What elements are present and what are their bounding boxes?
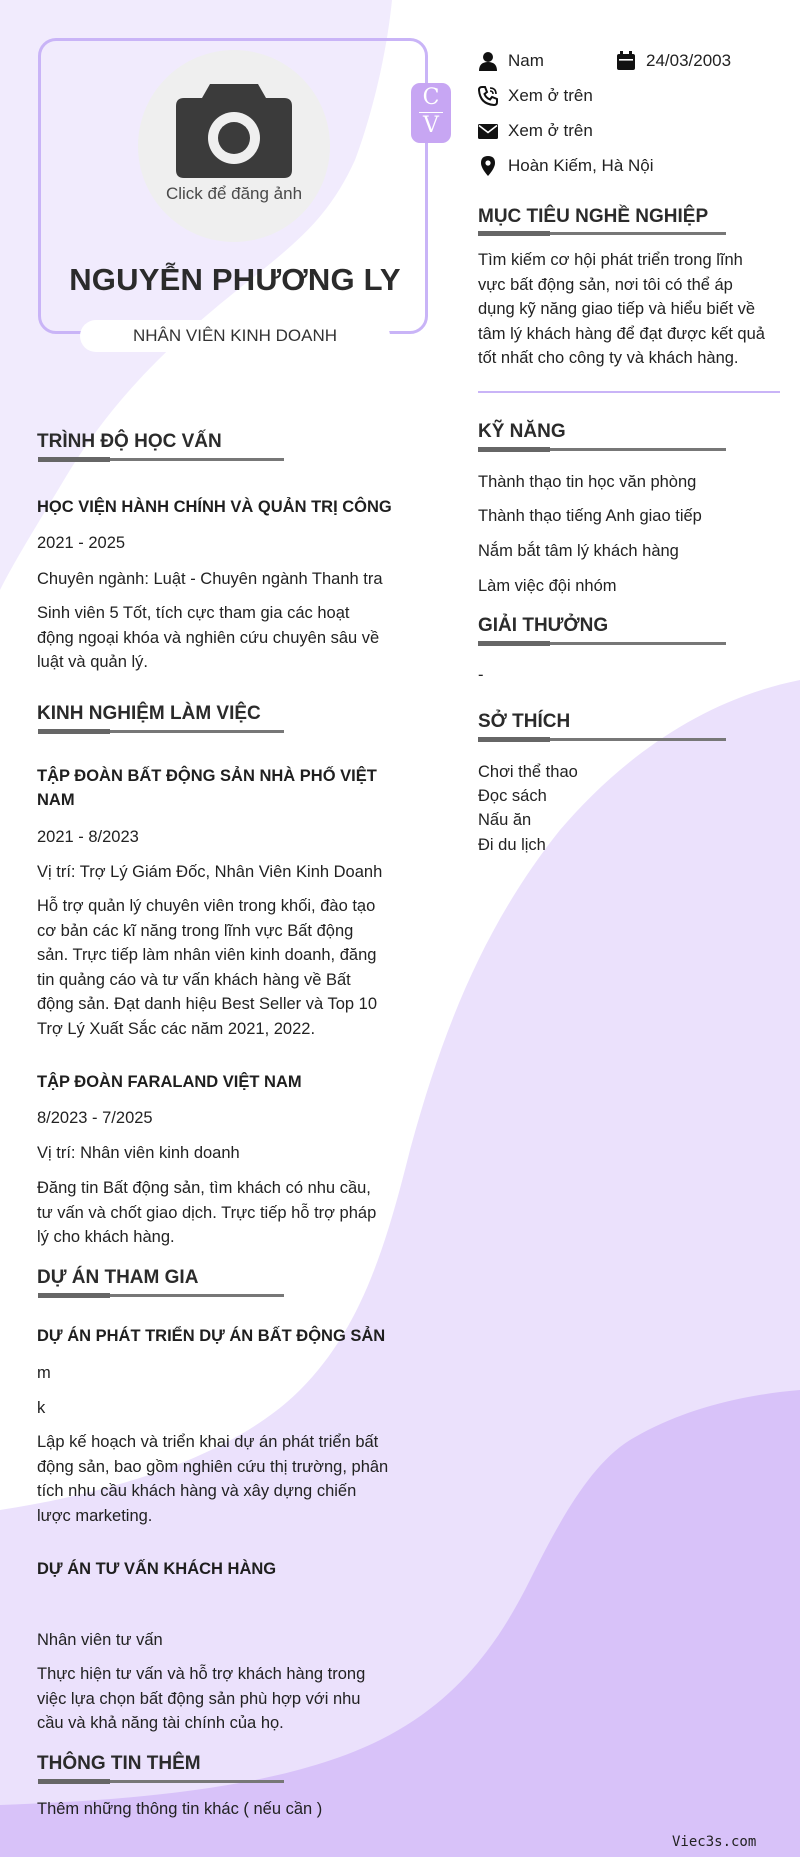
awards-content: - [478,666,484,684]
calendar-icon [616,51,636,71]
skills-title: KỸ NĂNG [478,421,566,442]
extra-info-content: Thêm những thông tin khác ( nếu cần ) [37,1800,323,1818]
birthday-value: 24/03/2003 [646,51,732,70]
job-description: Hỗ trợ quản lý chuyên viên trong khối, đào tạo cơ bản các kĩ năng trong lĩnh vực Bất động sản. Trực tiếp làm nhân viên kinh doanh, đăng tin quảng cáo và tư vấn khách hàng về Bất động sản. Đạt danh hiệu Best Seller và Top 10 Trợ Lý Xuất Sắc các năm 2021, 2022. [37,897,378,1038]
gender-row [478,49,608,73]
objective-text: Tìm kiếm cơ hội phát triển trong lĩnh vực bất động sản, nơi tôi có thể áp dụng kỹ năng giao tiếp và hiểu biết về tâm lý khách hàng để đạt được kết quả tốt nhất cho công ty và khách hàng. [478,251,765,367]
project-description: Thực hiện tư vấn và hỗ trợ khách hàng trong việc lựa chọn bất động sản phù hợp với nhu cầu và khả năng tài chính của họ. [37,1665,366,1732]
photo-upload-caption[interactable]: Click để đăng ảnh [165,184,303,203]
job-position: Vị trí: Trợ Lý Giám Đốc, Nhân Viên Kinh Doanh [37,863,383,881]
awards-title: GIẢI THƯỞNG [478,615,609,636]
project-name: DỰ ÁN TƯ VẤN KHÁCH HÀNG [37,1560,277,1578]
candidate-job-title: NHÂN VIÊN KINH DOANH [132,326,338,345]
education-title-underline [38,458,284,461]
extra-info-title: THÔNG TIN THÊM [37,1753,201,1774]
project-name: DỰ ÁN PHÁT TRIỂN DỰ ÁN BẤT ĐỘNG SẢN [37,1327,386,1345]
candidate-name: NGUYỄN PHƯƠNG LY [69,262,401,297]
education-title: TRÌNH ĐỘ HỌC VẤN [37,431,222,452]
experience-title: KINH NGHIỆM LÀM VIỆC [37,703,261,724]
email-value: Xem ở trên [508,121,593,140]
location-pin-icon [478,156,498,176]
gender-value: Nam [508,51,544,70]
experience-title-underline [38,730,284,733]
camera-icon[interactable] [174,78,294,180]
footer-brand: Viec3s.com [672,1834,757,1850]
skills-title-underline [478,448,726,451]
cv-badge-bottom: V [423,113,439,138]
hobby-item: Đọc sách [478,787,547,805]
projects-title-underline [38,1294,284,1297]
job-company: TẬP ĐOÀN BẤT ĐỘNG SẢN NHÀ PHỐ VIỆT NAM [37,767,377,809]
cv-badge-top: C [422,85,440,110]
education-period: 2021 - 2025 [37,534,126,552]
education-major: Chuyên ngành: Luật - Chuyên ngành Thanh tra [37,570,383,588]
job-description: Đăng tin Bất động sản, tìm khách có nhu cầu, tư vấn và chốt giao dịch. Trực tiếp hỗ trợ pháp lý cho khách hàng. [37,1179,377,1246]
job-company: TẬP ĐOÀN FARALAND VIỆT NAM [37,1073,302,1091]
job-position: Vị trí: Nhân viên kinh doanh [37,1144,240,1162]
project-description: Lập kế hoạch và triển khai dự án phát triển bất động sản, bao gồm nghiên cứu thị trường, phân tích nhu cầu khách hàng và xây dựng chiến lược marketing. [37,1433,389,1525]
hobby-item: Đi du lịch [478,836,546,854]
education-school: HỌC VIỆN HÀNH CHÍNH VÀ QUẢN TRỊ CÔNG [37,498,392,516]
hobbies-title: SỞ THÍCH [478,711,571,732]
address-row [478,154,698,178]
birthday-row [616,49,776,73]
awards-title-underline [478,642,726,645]
skill-item: Làm việc đội nhóm [478,577,617,595]
phone-row [478,84,678,108]
skill-item: Nắm bắt tâm lý khách hàng [478,542,679,560]
projects-title: DỰ ÁN THAM GIA [37,1267,199,1288]
objective-title-underline [478,232,726,235]
address-value: Hoàn Kiếm, Hà Nội [508,156,654,175]
hobby-item: Chơi thể thao [478,763,578,781]
hobby-item: Nấu ăn [478,811,532,829]
project-line: k [37,1399,46,1417]
objective-title: MỤC TIÊU NGHỀ NGHIỆP [478,206,709,227]
objective-divider [478,391,780,393]
project-role: Nhân viên tư vấn [37,1631,163,1649]
cv-badge [411,83,451,143]
skill-item: Thành thạo tiếng Anh giao tiếp [478,507,702,525]
education-description: Sinh viên 5 Tốt, tích cực tham gia các hoạt động ngoại khóa và nghiên cứu chuyên sâu về luật và quản lý. [37,604,380,671]
phone-icon [478,86,498,106]
hobbies-title-underline [478,738,726,741]
extra-info-title-underline [38,1780,284,1783]
project-line: m [37,1364,51,1382]
email-row [478,119,678,143]
user-icon [478,51,498,71]
skill-item: Thành thạo tin học văn phòng [478,473,697,491]
phone-value: Xem ở trên [508,86,593,105]
job-period: 2021 - 8/2023 [37,828,139,846]
envelope-icon [478,121,498,141]
job-period: 8/2023 - 7/2025 [37,1109,153,1127]
